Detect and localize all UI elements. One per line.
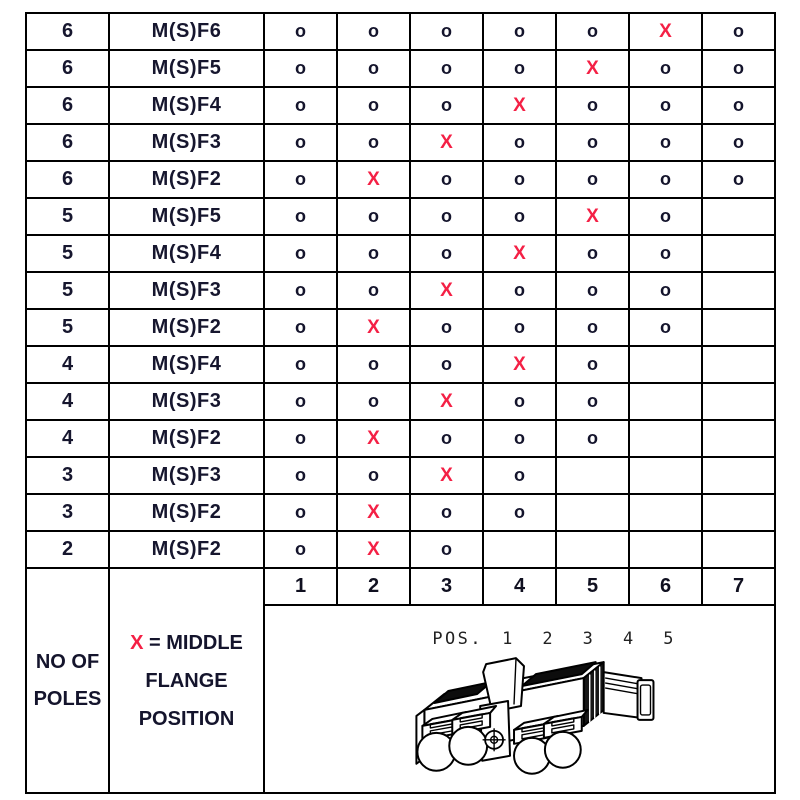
flange-type-cell: M(S)F2: [109, 531, 264, 568]
wire-entry-3: [514, 738, 550, 774]
flange-type-cell: M(S)F2: [109, 494, 264, 531]
table-row: [26, 494, 775, 531]
position-number-cell: 1: [264, 568, 337, 605]
pole-count-cell: 6: [26, 50, 109, 87]
position-mark-cell: X: [410, 124, 483, 161]
table-row: [26, 50, 775, 87]
connector-drawing: [265, 606, 774, 792]
table-row: [26, 531, 775, 568]
flange-type-cell: M(S)F6: [109, 13, 264, 50]
pole-count-cell: 6: [26, 161, 109, 198]
position-mark-cell: o: [629, 50, 702, 87]
x-legend-label: [109, 568, 264, 793]
x-legend-line1: [110, 624, 263, 662]
position-mark-cell: o: [629, 161, 702, 198]
pos-caption-label: POS.: [432, 628, 484, 649]
position-mark-cell: o: [483, 124, 556, 161]
position-mark-cell: o: [556, 309, 629, 346]
position-mark-cell: o: [337, 383, 410, 420]
table-row: [26, 235, 775, 272]
position-mark-cell: o: [556, 13, 629, 50]
position-mark-cell: X: [337, 531, 410, 568]
position-mark-cell: o: [556, 383, 629, 420]
pole-count-cell: 3: [26, 494, 109, 531]
position-mark-cell: o: [410, 50, 483, 87]
position-mark-cell: X: [337, 420, 410, 457]
flange-type-cell: M(S)F3: [109, 272, 264, 309]
x-legend-line2: FLANGE: [145, 669, 228, 692]
table-row: [26, 198, 775, 235]
pole-count-cell: 4: [26, 383, 109, 420]
position-mark-cell: [556, 531, 629, 568]
position-mark-cell: [483, 531, 556, 568]
position-mark-cell: o: [702, 13, 775, 50]
flange-position-table: [25, 12, 776, 794]
position-mark-cell: o: [410, 531, 483, 568]
position-mark-cell: X: [337, 494, 410, 531]
pole-count-cell: 3: [26, 457, 109, 494]
flange-type-cell: M(S)F4: [109, 235, 264, 272]
position-mark-cell: o: [264, 13, 337, 50]
connector-drawing-cell: [264, 605, 775, 793]
pos-number-labels: 1 2 3 4 5: [502, 628, 684, 649]
position-mark-cell: o: [629, 87, 702, 124]
position-mark-cell: [702, 531, 775, 568]
position-mark-cell: [629, 346, 702, 383]
pole-count-cell: 5: [26, 309, 109, 346]
position-mark-cell: o: [483, 309, 556, 346]
position-mark-cell: o: [556, 87, 629, 124]
position-mark-cell: o: [410, 346, 483, 383]
table-row: [26, 309, 775, 346]
position-mark-cell: o: [702, 87, 775, 124]
position-mark-cell: o: [483, 50, 556, 87]
table-row: [26, 13, 775, 50]
table-row: [26, 420, 775, 457]
position-mark-cell: o: [629, 198, 702, 235]
position-mark-cell: o: [410, 420, 483, 457]
position-mark-cell: o: [410, 87, 483, 124]
wire-entry-4: [545, 732, 581, 768]
position-number-cell: 2: [337, 568, 410, 605]
position-mark-cell: o: [264, 494, 337, 531]
flange-type-cell: M(S)F2: [109, 420, 264, 457]
position-mark-cell: o: [556, 161, 629, 198]
position-mark-cell: o: [337, 272, 410, 309]
position-mark-cell: o: [264, 124, 337, 161]
position-mark-cell: o: [264, 198, 337, 235]
position-mark-cell: [629, 457, 702, 494]
table-row: [26, 457, 775, 494]
position-mark-cell: o: [702, 50, 775, 87]
position-mark-cell: X: [410, 457, 483, 494]
position-mark-cell: [556, 494, 629, 531]
position-mark-cell: o: [264, 420, 337, 457]
position-mark-cell: [629, 531, 702, 568]
position-mark-cell: o: [556, 124, 629, 161]
table-row: [26, 272, 775, 309]
position-mark-cell: X: [556, 198, 629, 235]
position-mark-cell: X: [483, 346, 556, 383]
position-mark-cell: o: [264, 457, 337, 494]
pole-count-cell: 5: [26, 235, 109, 272]
position-mark-cell: o: [264, 87, 337, 124]
table-row: [26, 87, 775, 124]
position-number-cell: 3: [410, 568, 483, 605]
position-mark-cell: o: [483, 13, 556, 50]
table-row: [26, 346, 775, 383]
position-mark-cell: o: [556, 272, 629, 309]
flange-type-cell: M(S)F4: [109, 87, 264, 124]
table-row: [26, 383, 775, 420]
position-header-row: [26, 568, 775, 605]
position-mark-cell: X: [337, 161, 410, 198]
position-mark-cell: [629, 383, 702, 420]
wire-entry-2: [449, 727, 487, 765]
flange-type-cell: M(S)F3: [109, 383, 264, 420]
position-mark-cell: o: [410, 309, 483, 346]
position-mark-cell: o: [337, 50, 410, 87]
position-mark-cell: X: [556, 50, 629, 87]
position-mark-cell: o: [483, 494, 556, 531]
no-of-poles-line2: POLES: [33, 687, 102, 710]
position-mark-cell: o: [702, 124, 775, 161]
position-mark-cell: [702, 198, 775, 235]
position-mark-cell: o: [264, 235, 337, 272]
position-mark-cell: X: [410, 383, 483, 420]
pole-count-cell: 6: [26, 13, 109, 50]
position-mark-cell: o: [264, 161, 337, 198]
position-mark-cell: o: [483, 383, 556, 420]
position-mark-cell: o: [337, 457, 410, 494]
position-mark-cell: o: [337, 346, 410, 383]
position-number-cell: 6: [629, 568, 702, 605]
position-mark-cell: o: [264, 309, 337, 346]
position-mark-cell: o: [556, 346, 629, 383]
flange-type-cell: M(S)F2: [109, 309, 264, 346]
position-mark-cell: o: [264, 531, 337, 568]
flange-type-cell: M(S)F4: [109, 346, 264, 383]
pole-count-cell: 6: [26, 87, 109, 124]
position-mark-cell: o: [337, 124, 410, 161]
table-body: [26, 13, 775, 568]
flange-type-cell: M(S)F5: [109, 50, 264, 87]
no-of-poles-line1: NO OF: [35, 650, 100, 673]
position-mark-cell: [702, 309, 775, 346]
position-mark-cell: o: [629, 272, 702, 309]
table-footer: [26, 568, 775, 793]
position-mark-cell: o: [483, 198, 556, 235]
pole-count-cell: 5: [26, 198, 109, 235]
position-mark-cell: o: [264, 272, 337, 309]
position-mark-cell: [702, 272, 775, 309]
no-of-poles-label: [26, 568, 109, 793]
x-legend-rest: = MIDDLE: [149, 631, 243, 654]
position-mark-cell: o: [337, 235, 410, 272]
position-mark-cell: o: [483, 272, 556, 309]
pole-count-cell: 4: [26, 420, 109, 457]
position-mark-cell: X: [410, 272, 483, 309]
position-mark-cell: X: [337, 309, 410, 346]
position-mark-cell: o: [483, 420, 556, 457]
position-number-cell: 7: [702, 568, 775, 605]
position-mark-cell: [702, 494, 775, 531]
position-mark-cell: o: [629, 309, 702, 346]
flange-type-cell: M(S)F5: [109, 198, 264, 235]
position-mark-cell: o: [410, 13, 483, 50]
position-number-cell: 5: [556, 568, 629, 605]
position-number-cell: 4: [483, 568, 556, 605]
position-mark-cell: o: [556, 235, 629, 272]
position-mark-cell: X: [483, 235, 556, 272]
position-mark-cell: o: [629, 235, 702, 272]
table-row: [26, 124, 775, 161]
position-mark-cell: o: [337, 198, 410, 235]
pole-count-cell: 2: [26, 531, 109, 568]
position-mark-cell: X: [629, 13, 702, 50]
position-mark-cell: o: [410, 494, 483, 531]
position-mark-cell: [702, 383, 775, 420]
position-mark-cell: o: [264, 346, 337, 383]
position-mark-cell: o: [410, 235, 483, 272]
position-mark-cell: [629, 420, 702, 457]
position-mark-cell: o: [483, 161, 556, 198]
position-mark-cell: X: [483, 87, 556, 124]
connector-isometric-drawing: [265, 606, 774, 792]
position-mark-cell: o: [556, 420, 629, 457]
position-mark-cell: o: [483, 457, 556, 494]
position-mark-cell: o: [337, 87, 410, 124]
x-legend-line3: POSITION: [138, 707, 235, 730]
flange-type-cell: M(S)F2: [109, 161, 264, 198]
position-mark-cell: o: [337, 13, 410, 50]
position-mark-cell: o: [264, 383, 337, 420]
x-legend-symbol: X: [130, 631, 144, 654]
position-mark-cell: o: [410, 198, 483, 235]
position-mark-cell: o: [629, 124, 702, 161]
position-mark-cell: [702, 235, 775, 272]
position-mark-cell: o: [410, 161, 483, 198]
table-row: [26, 161, 775, 198]
position-mark-cell: [702, 457, 775, 494]
pole-count-cell: 6: [26, 124, 109, 161]
position-mark-cell: [629, 494, 702, 531]
pole-count-cell: 5: [26, 272, 109, 309]
flange-type-cell: M(S)F3: [109, 124, 264, 161]
position-mark-cell: o: [264, 50, 337, 87]
position-mark-cell: [702, 420, 775, 457]
position-mark-cell: [702, 346, 775, 383]
flange-type-cell: M(S)F3: [109, 457, 264, 494]
position-mark-cell: o: [702, 161, 775, 198]
position-mark-cell: [556, 457, 629, 494]
pole-count-cell: 4: [26, 346, 109, 383]
